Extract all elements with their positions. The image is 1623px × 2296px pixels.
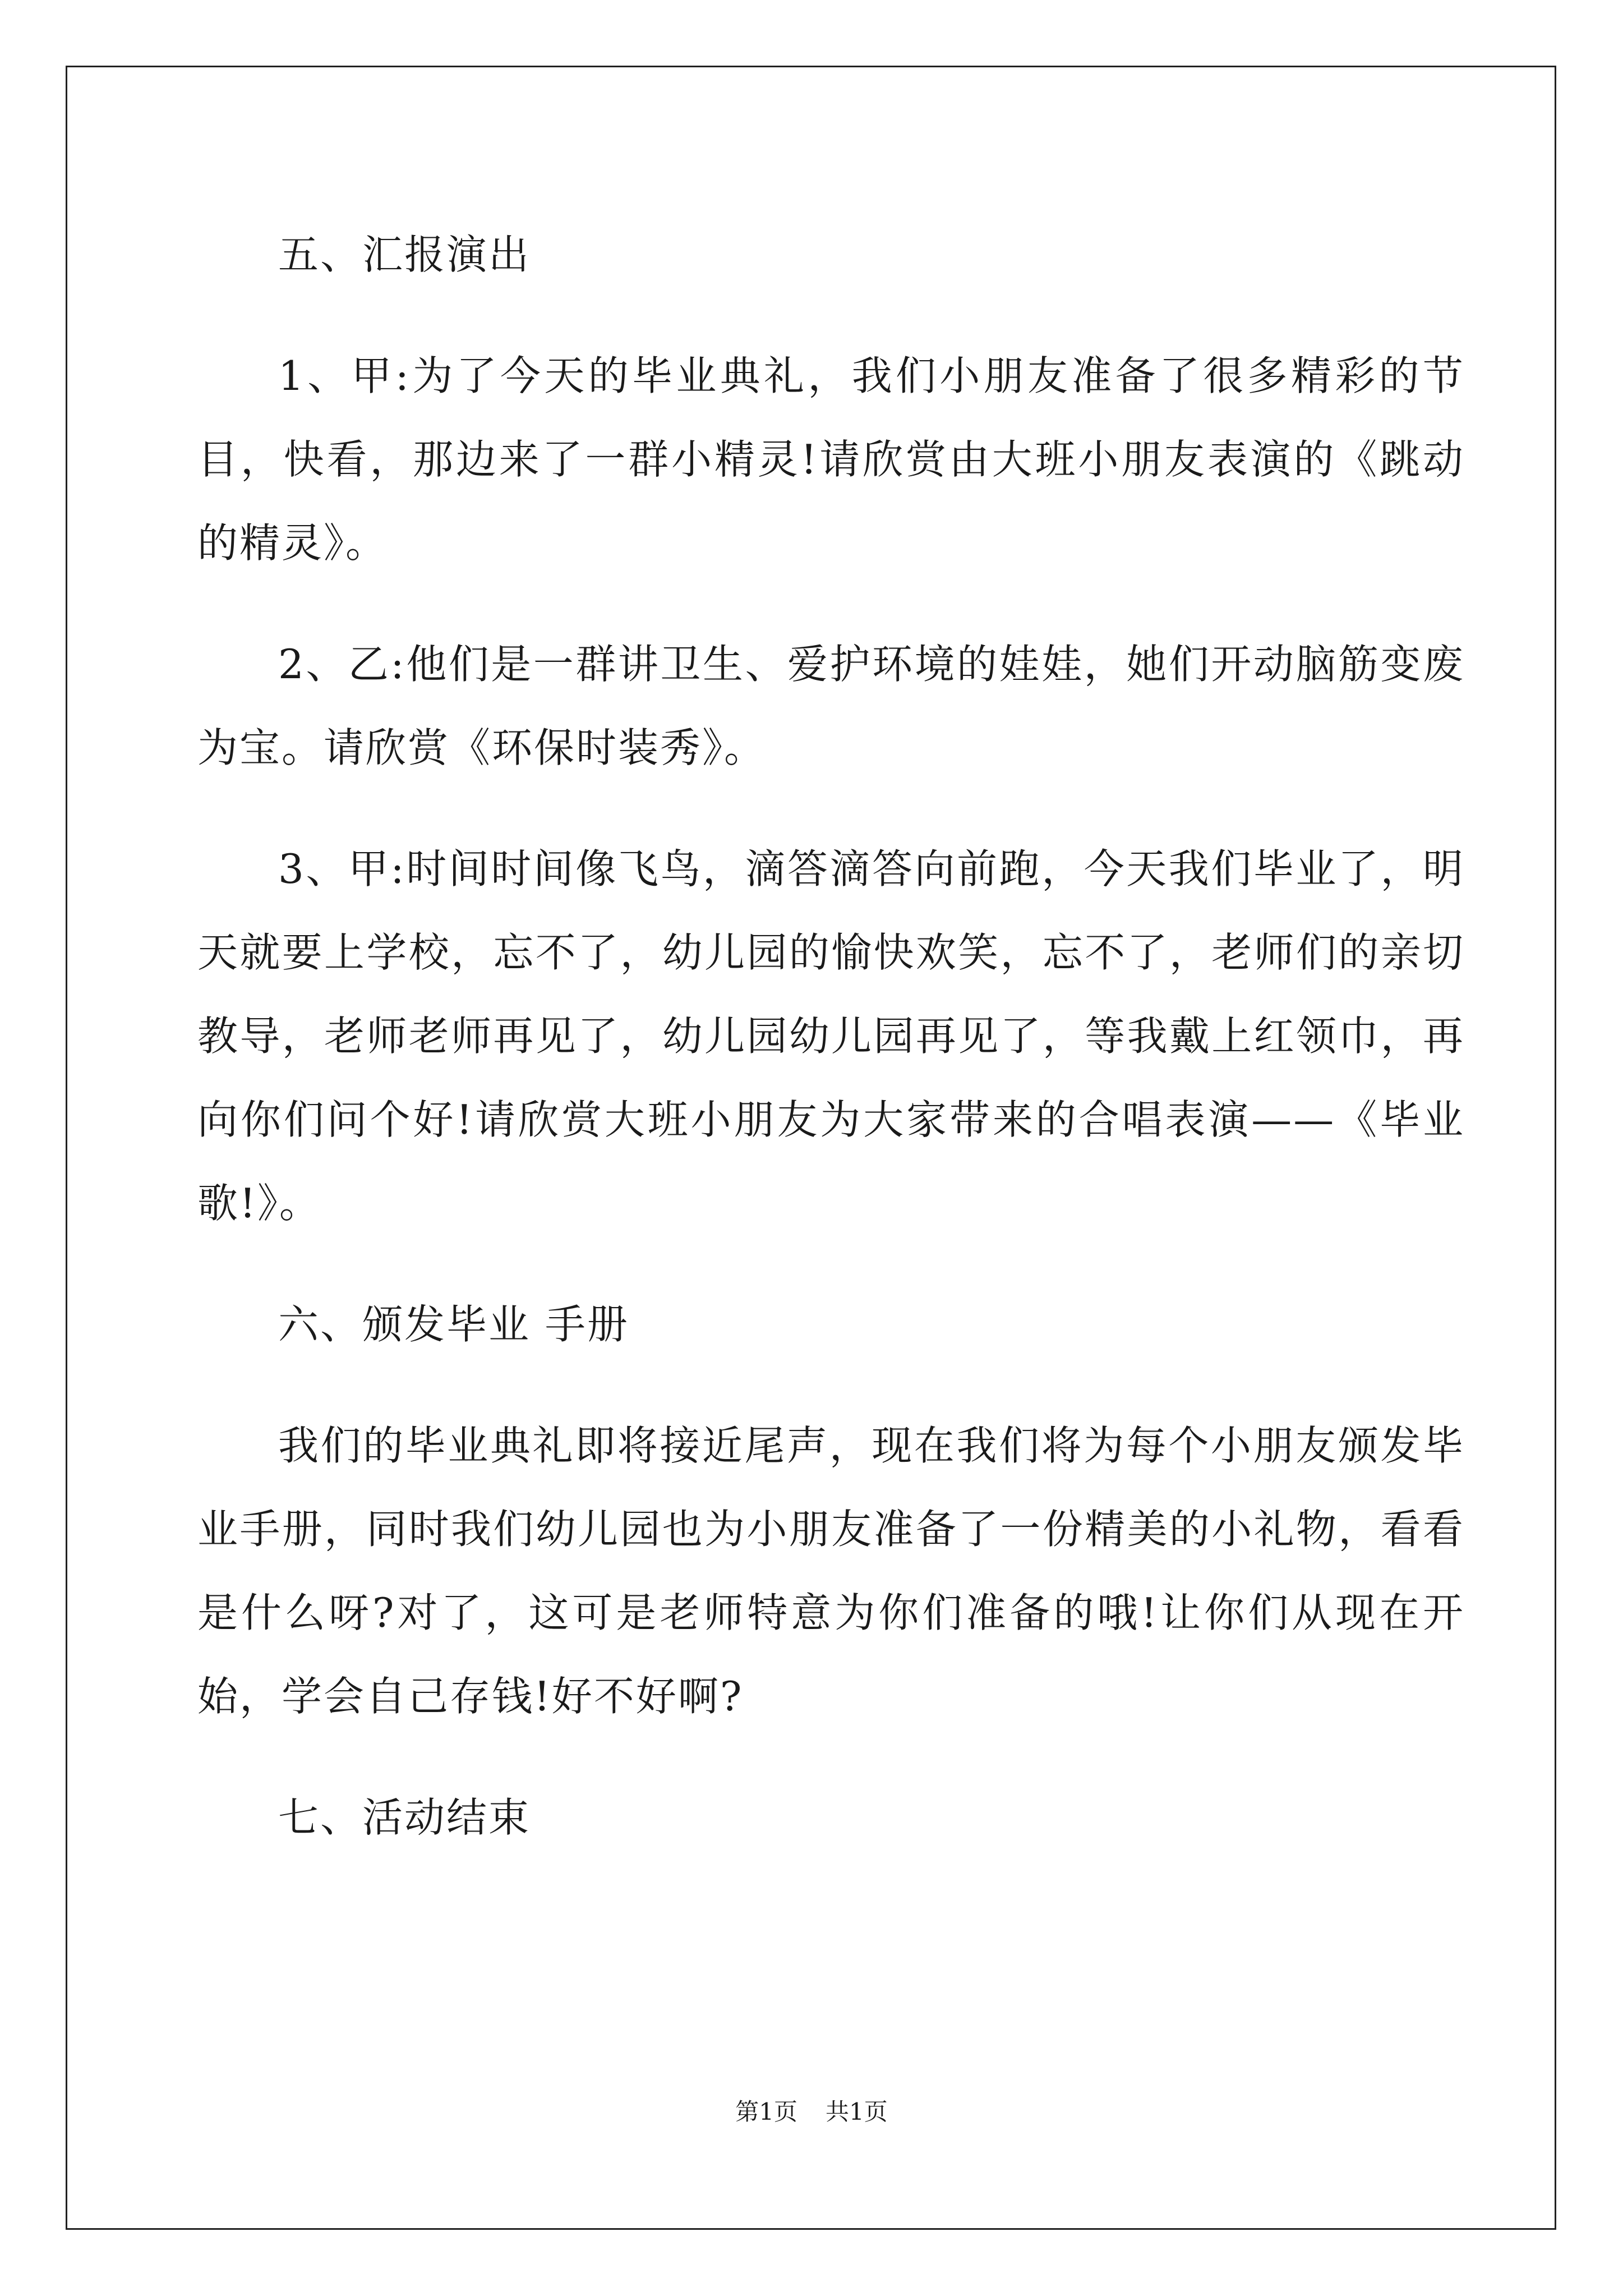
section-heading-performance: 五、汇报演出 <box>278 231 531 278</box>
page-number-total: 共1页 <box>826 2098 888 2125</box>
paragraph-item-2: 2、乙:他们是一群讲卫生、爱护环境的娃娃，她们开动脑筋变废为宝。请欣赏《环保时装秀》。 <box>197 641 1465 771</box>
page-footer <box>0 2095 1623 2129</box>
paragraph-item-1: 1、甲:为了今天的毕业典礼，我们小朋友准备了很多精彩的节目，快看，那边来了一群小精灵!请欣赏由大班小朋友表演的《跳动的精灵》。 <box>197 352 1465 567</box>
paragraph-handbook: 我们的毕业典礼即将接近尾声，现在我们将为每个小朋友颁发毕业手册，同时我们幼儿园也为小朋友准备了一份精美的小礼物，看看是什么呀?对了，这可是老师特意为你们准备的哦!让你们从现在开始，学会自己存钱!好不好啊? <box>197 1422 1465 1720</box>
paragraph-item-3: 3、甲:时间时间像飞鸟，滴答滴答向前跑，今天我们毕业了，明天就要上学校，忘不了，幼儿园的愉快欢笑，忘不了，老师们的亲切教导，老师老师再见了，幼儿园幼儿园再见了，等我戴上红领巾，再向你们问个好!请欣赏大班小朋友为大家带来的合唱表演——《毕业歌!》。 <box>197 845 1465 1227</box>
page-number-current: 第1页 <box>735 2098 797 2125</box>
document-body <box>197 213 1465 1860</box>
section-heading-end: 七、活动结束 <box>278 1794 531 1841</box>
section-heading-handbook: 六、颁发毕业 手册 <box>278 1301 629 1348</box>
